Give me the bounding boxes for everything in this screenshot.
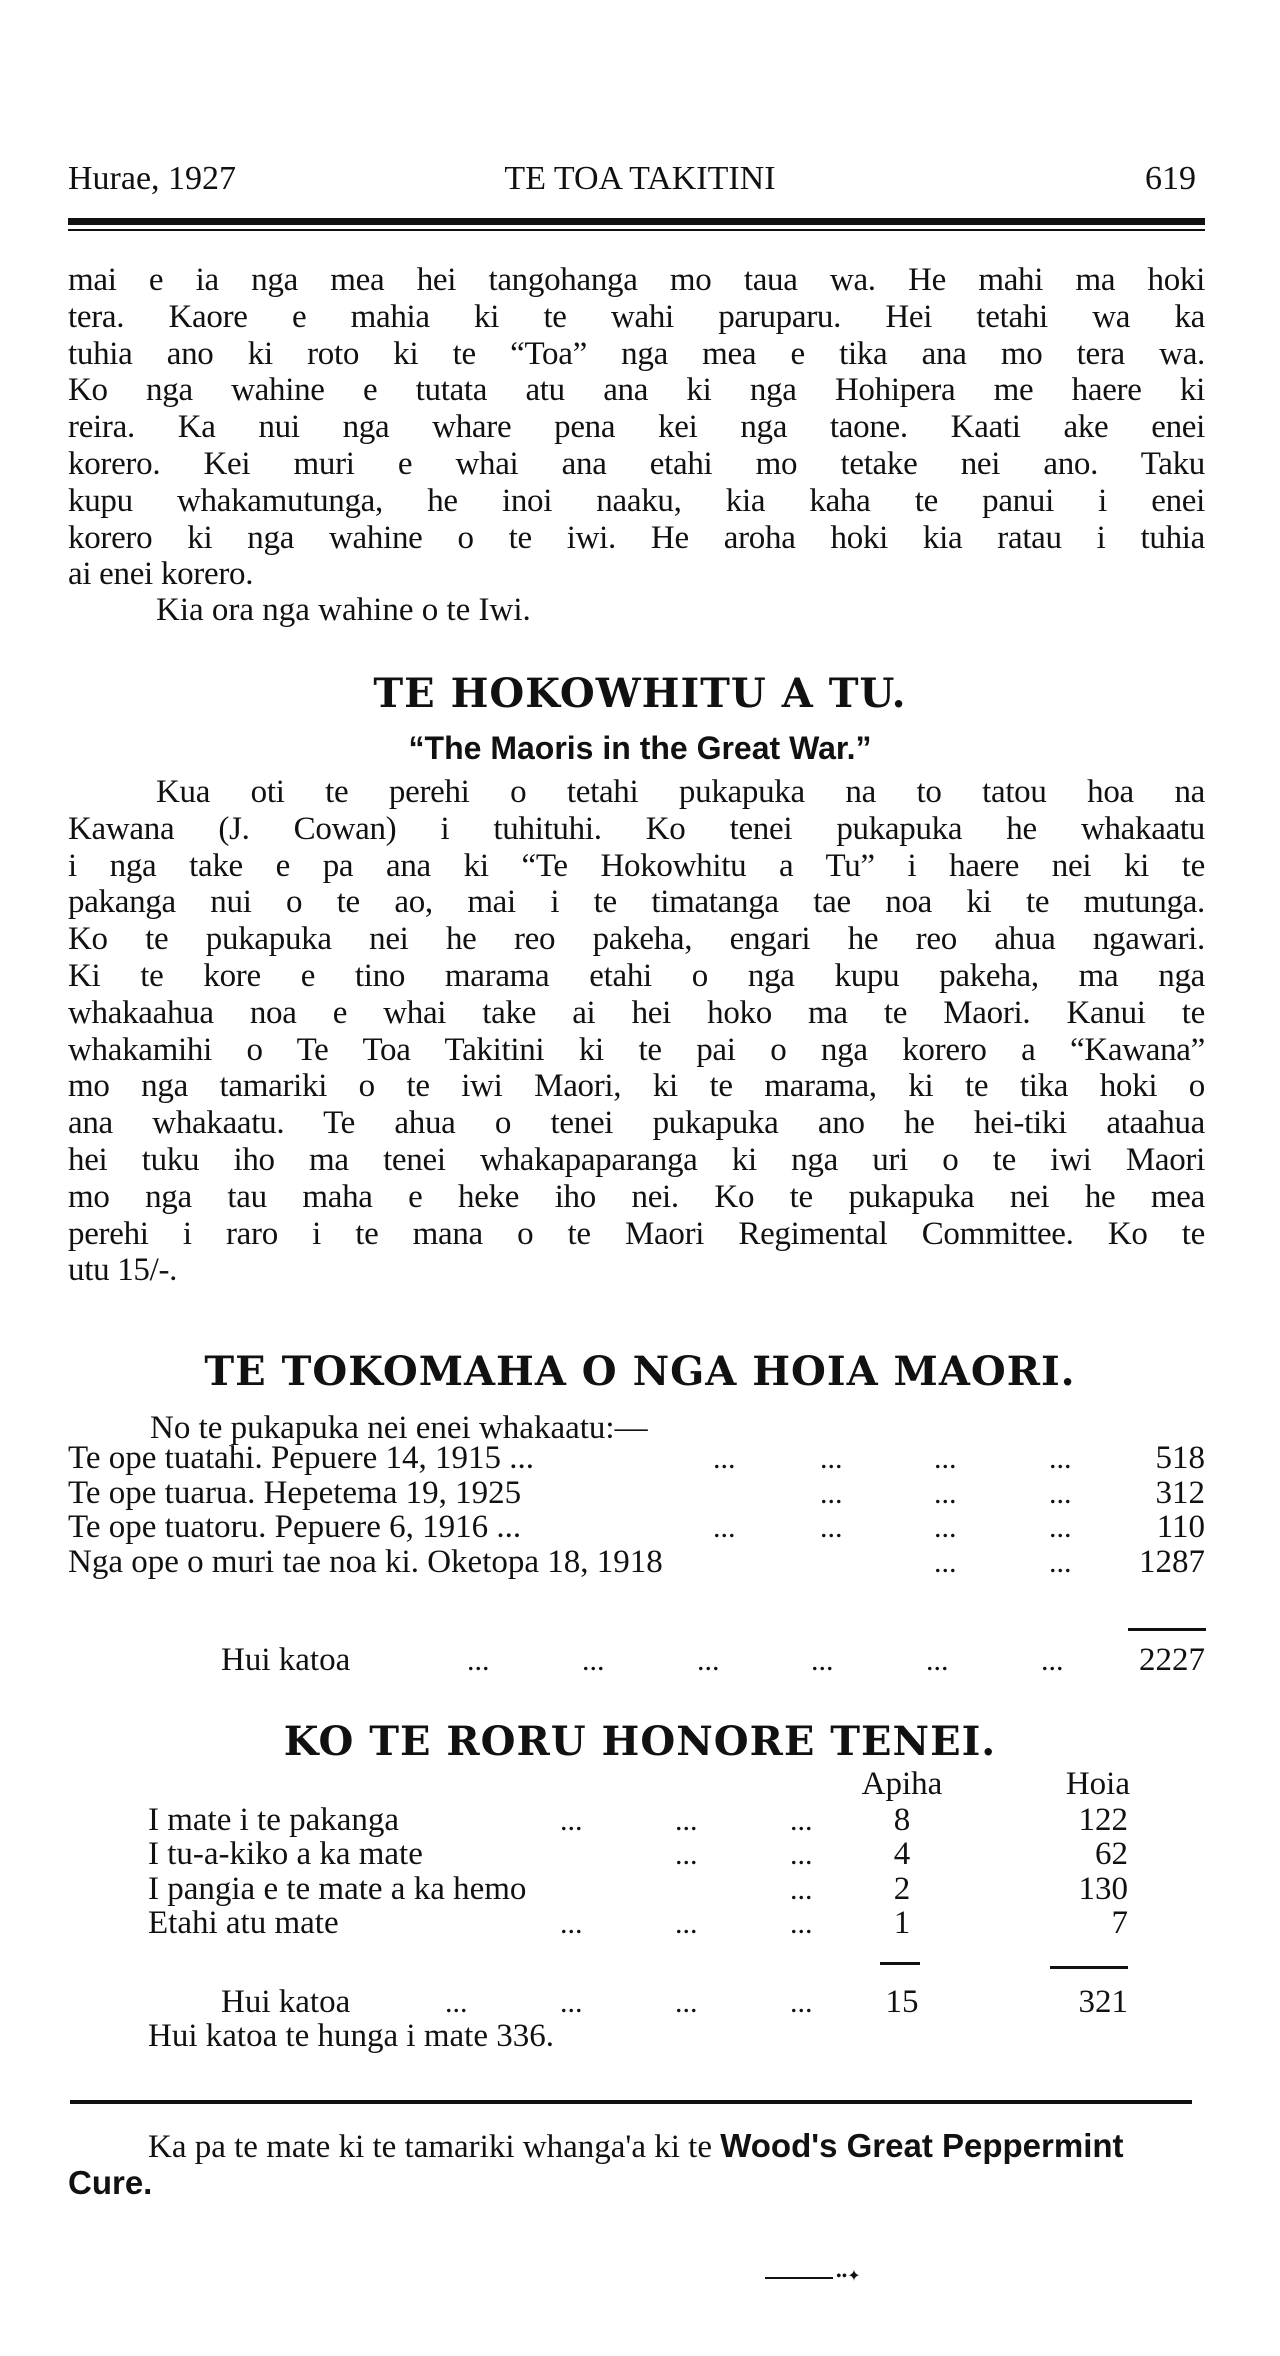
page-number: 619 [1145, 160, 1196, 197]
row-value: 1287 [1139, 1544, 1205, 1580]
section-divider [70, 2100, 1192, 2104]
row-hoia: 62 [1095, 1836, 1128, 1872]
dot-leader: ... [820, 1442, 843, 1475]
row-label: Te ope tuarua. Hepetema 19, 1925 [68, 1475, 522, 1511]
header-rule-thin [68, 229, 1205, 231]
row-label: Etahi atu mate [148, 1905, 339, 1941]
advert-product: Wood's Great Peppermint Cure. [68, 2127, 1124, 2201]
dot-leader: ... [675, 1907, 698, 1940]
dot-leader: ... [811, 1644, 834, 1677]
row-label: I mate i te pakanga [148, 1802, 400, 1838]
dot-leader: ... [790, 1986, 813, 2019]
row-label: Nga ope o muri tae noa ki. Oketopa 18, 1918 [68, 1544, 663, 1580]
advert-text: Ka pa te mate ki te tamariki whanga'a ki te [148, 2129, 712, 2165]
dot-leader: ... [790, 1907, 813, 1940]
ornament-rule [765, 2277, 833, 2279]
row-value: 110 [1156, 1509, 1205, 1545]
dot-leader: ... [713, 1442, 736, 1475]
dot-leader: ... [934, 1477, 957, 1510]
dot-leader: ... [1049, 1477, 1072, 1510]
dot-leader: ... [1049, 1511, 1072, 1544]
dot-leader: ... [934, 1511, 957, 1544]
column-header-hoia: Hoia [1065, 1766, 1130, 1802]
dot-leader: ... [934, 1546, 957, 1579]
row-value: 518 [1155, 1440, 1205, 1476]
dot-leader: ... [467, 1644, 490, 1677]
dot-leader: ... [582, 1644, 605, 1677]
table-intro: No te pukapuka nei enei whakaatu:— [150, 1410, 648, 1446]
text-line: Kawana (J. Cowan) i tuhituhi. Ko tenei pukapuka he whakaatu [68, 810, 1205, 847]
dot-leader: ... [1049, 1442, 1072, 1475]
text-line: pakanga nui o te ao, mai i te timatanga tae noa ki te mutunga. [68, 884, 1205, 921]
text-line: i nga take e pa ana ki “Te Hokowhitu a Tu” i haere nei ki te [68, 847, 1205, 884]
text-line: Ki te kore e tino marama etahi o nga kupu pakeha, ma nga [68, 957, 1205, 994]
row-value: 312 [1155, 1475, 1205, 1511]
hoia-sum-rule [1050, 1966, 1128, 1969]
text-line: ana whakaatu. Te ahua o tenei pukapuka ano he hei-tiki ataahua [68, 1105, 1205, 1142]
text-line: utu 15/-. [68, 1252, 178, 1289]
apiha-sum-rule [880, 1962, 920, 1965]
text-line: Kua oti te perehi o tetahi pukapuka na to tatou hoa na [156, 774, 1205, 810]
total-label: Hui katoa [221, 1642, 351, 1678]
dot-leader: ... [713, 1511, 736, 1544]
dot-leader: ... [560, 1986, 583, 2019]
section-subheading: “The Maoris in the Great War.” [408, 730, 872, 766]
row-label: I pangia e te mate a ka hemo [148, 1871, 527, 1907]
text-line: tuhia ano ki roto ki te “Toa” nga mea e tika ana mo tera wa. [68, 335, 1205, 372]
row-apiha: 8 [893, 1802, 911, 1838]
text-line: tera. Kaore e mahia ki te wahi paruparu. Hei tetahi wa ka [68, 298, 1205, 335]
row-hoia: 130 [1078, 1871, 1128, 1907]
text-line: hei tuku iho ma tenei whakapaparanga ki nga uri o te iwi Maori [68, 1141, 1205, 1178]
total-label: Hui katoa [221, 1984, 351, 2020]
row-label: Te ope tuatoru. Pepuere 6, 1916 ... [68, 1509, 522, 1545]
section-heading-hokowhitu: TE HOKOWHITU A TU. [373, 670, 907, 717]
row-apiha: 4 [893, 1836, 911, 1872]
dot-leader: ... [820, 1477, 843, 1510]
text-line: mo nga tamariki o te iwi Maori, ki te marama, ki te tika hoki o [68, 1068, 1205, 1105]
sum-rule [1128, 1628, 1206, 1631]
dot-leader: ... [934, 1442, 957, 1475]
text-line: korero. Kei muri e whai ana etahi mo tetake nei ano. Taku [68, 445, 1205, 482]
row-hoia: 122 [1078, 1802, 1128, 1838]
text-line: Ko nga wahine e tutata atu ana ki nga Hohipera me haere ki [68, 372, 1205, 409]
row-label: I tu-a-kiko a ka mate [148, 1836, 423, 1872]
total-value: 2227 [1139, 1642, 1205, 1678]
text-line: ai enei korero. [68, 556, 254, 593]
ornament-icon: ••✦ [836, 2268, 861, 2285]
dot-leader: ... [790, 1804, 813, 1837]
dot-leader: ... [675, 1838, 698, 1871]
row-apiha: 1 [893, 1905, 911, 1941]
dot-leader: ... [790, 1838, 813, 1871]
dot-leader: ... [697, 1644, 720, 1677]
row-label: Te ope tuatahi. Pepuere 14, 1915 ... [68, 1440, 534, 1476]
dot-leader: ... [560, 1907, 583, 1940]
text-line: mo nga tau maha e heke iho nei. Ko te pukapuka nei he mea [68, 1178, 1205, 1215]
text-line: perehi i raro i te mana o te Maori Regimental Committee. Ko te [68, 1215, 1205, 1252]
dot-leader: ... [820, 1511, 843, 1544]
dot-leader: ... [675, 1804, 698, 1837]
row-apiha: 2 [893, 1871, 911, 1907]
issue-date: Hurae, 1927 [68, 160, 237, 197]
dot-leader: ... [560, 1804, 583, 1837]
row-hoia: 7 [1111, 1905, 1128, 1941]
dot-leader: ... [1041, 1644, 1064, 1677]
section-heading-tokomaha: TE TOKOMAHA O NGA HOIA MAORI. [204, 1348, 1076, 1395]
text-line: whakamihi o Te Toa Takitini ki te pai o nga korero a “Kawana” [68, 1031, 1205, 1068]
text-line: mai e ia nga mea hei tangohanga mo taua wa. He mahi ma hoki [68, 262, 1205, 298]
grand-total: Hui katoa te hunga i mate 336. [148, 2018, 554, 2054]
text-line: reira. Ka nui nga whare pena kei nga taone. Kaati ake enei [68, 409, 1205, 446]
text-line: Ko te pukapuka nei he reo pakeha, engari he reo ahua ngawari. [68, 921, 1205, 958]
closing-line: Kia ora nga wahine o te Iwi. [156, 592, 531, 628]
publication-title: TE TOA TAKITINI [504, 160, 776, 197]
section-heading-roru-honore: KO TE RORU HONORE TENEI. [283, 1718, 997, 1765]
dot-leader: ... [445, 1986, 468, 2019]
text-line: whakaahua noa e whai take ai hei hoko ma te Maori. Kanui te [68, 994, 1205, 1031]
hokowhitu-paragraph [68, 774, 1205, 1289]
total-apiha: 15 [885, 1984, 919, 2020]
intro-paragraph [68, 262, 1205, 593]
dot-leader: ... [926, 1644, 949, 1677]
header-rule [68, 218, 1205, 225]
advert [68, 2128, 1205, 2202]
text-line: korero ki nga wahine o te iwi. He aroha hoki kia ratau i tuhia [68, 519, 1205, 556]
text-line: kupu whakamutunga, he inoi naaku, kia kaha te panui i enei [68, 482, 1205, 519]
dot-leader: ... [675, 1986, 698, 2019]
dot-leader: ... [1049, 1546, 1072, 1579]
dot-leader: ... [790, 1873, 813, 1906]
total-hoia: 321 [1078, 1984, 1128, 2020]
column-header-apiha: Apiha [861, 1766, 943, 1802]
